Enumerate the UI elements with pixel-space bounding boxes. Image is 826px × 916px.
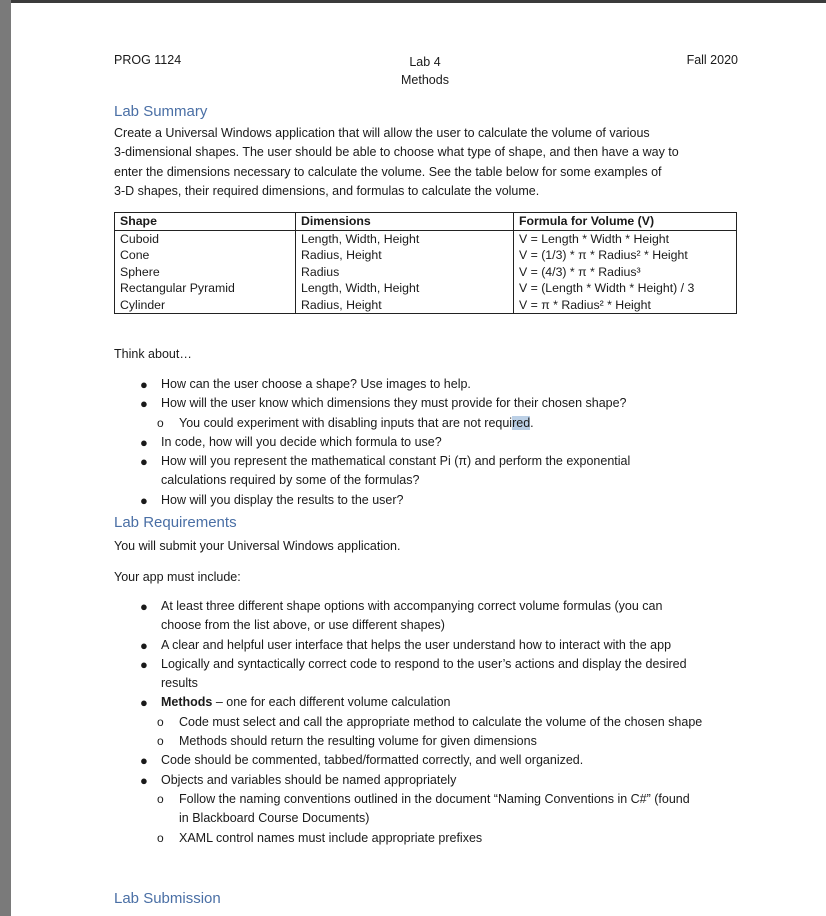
think-about-list	[140, 375, 750, 510]
sub-bullet-icon: o	[157, 830, 164, 845]
shapes-table	[114, 212, 737, 314]
list-item: ● How will you display the results to the user?	[140, 491, 750, 510]
sub-bullet-icon: o	[157, 714, 164, 729]
cell-dimensions: Length, Width, Height	[296, 280, 514, 297]
cell-formula: V = (1/3) * π * Radius² * Height	[514, 247, 737, 264]
bullet-icon: ●	[140, 454, 148, 470]
course-code: PROG 1124	[114, 53, 182, 67]
table-row	[115, 264, 737, 281]
list-item: o Follow the naming conventions outlined in the document “Naming Conventions in C#” (found in Blackboard Course Documents)	[157, 791, 690, 826]
list-item: ● How will the user know which dimensions they must provide for their chosen shape?	[140, 394, 750, 413]
cell-formula: V = (4/3) * π * Radius³	[514, 264, 737, 281]
think-about-label: Think about…	[114, 347, 192, 361]
list-item: ● Objects and variables should be named appropriately	[140, 771, 750, 790]
list-item: ● Code should be commented, tabbed/formatted correctly, and well organized.	[140, 751, 750, 770]
col-header-formula: Formula for Volume (V)	[514, 213, 737, 231]
sub-bullet-icon: o	[157, 791, 164, 806]
list-item: ● How will you represent the mathematical constant Pi (π) and perform the exponential calculations required by some of the formulas?	[140, 454, 631, 488]
text-selection: red	[512, 415, 531, 430]
cell-shape: Cuboid	[115, 230, 296, 247]
cell-dimensions: Radius, Height	[296, 247, 514, 264]
bullet-icon: ●	[140, 695, 148, 711]
table-header-row	[115, 213, 737, 231]
must-include-text: Your app must include:	[114, 570, 241, 584]
list-item: ● Logically and syntactically correct code to respond to the user’s actions and display the desired results	[140, 656, 687, 691]
lab-submission-heading: Lab Submission	[114, 890, 221, 907]
bullet-icon: ●	[140, 492, 148, 508]
table-row	[115, 297, 737, 314]
table-row	[115, 280, 737, 297]
col-header-shape: Shape	[115, 213, 296, 231]
cell-formula: V = π * Radius² * Height	[514, 297, 737, 314]
viewer-top-bar	[0, 0, 826, 3]
list-item: o XAML control names must include appropriate prefixes	[140, 829, 750, 848]
lab-requirements-heading: Lab Requirements	[114, 514, 237, 531]
cell-shape: Cone	[115, 247, 296, 264]
cell-formula: V = Length * Width * Height	[514, 230, 737, 247]
cell-formula: V = (Length * Width * Height) / 3	[514, 280, 737, 297]
bullet-icon: ●	[140, 377, 148, 392]
bullet-icon: ●	[140, 396, 148, 412]
list-item: ● A clear and helpful user interface that helps the user understand how to interact with the app	[140, 636, 750, 655]
bullet-icon: ●	[140, 434, 148, 450]
lab-number: Lab 4	[409, 55, 441, 69]
bullet-icon: ●	[140, 637, 148, 653]
cell-dimensions: Radius	[296, 264, 514, 281]
summary-line: 3-dimensional shapes. The user should be able to choose what type of shape, and then have a way to	[114, 145, 679, 160]
cell-shape: Cylinder	[115, 297, 296, 314]
lab-topic: Methods	[401, 73, 449, 87]
term: Fall 2020	[686, 53, 738, 67]
table-row	[115, 230, 737, 247]
summary-line: 3-D shapes, their required dimensions, and formulas to calculate the volume.	[114, 183, 540, 198]
list-item: ● At least three different shape options with accompanying correct volume formulas (you can choose from the list above, or use different shapes)	[140, 599, 663, 633]
sub-bullet-icon: o	[157, 734, 164, 749]
list-item: o You could experiment with disabling inputs that are not required.	[140, 414, 750, 433]
list-item: ● How can the user choose a shape? Use images to help.	[140, 375, 750, 394]
bullet-icon: ●	[140, 753, 148, 769]
col-header-dimensions: Dimensions	[296, 213, 514, 231]
cell-dimensions: Length, Width, Height	[296, 230, 514, 247]
summary-line: enter the dimensions necessary to calculate the volume. See the table below for some examples of	[114, 164, 662, 179]
lab-summary-text	[114, 124, 754, 201]
lab-summary-heading: Lab Summary	[114, 103, 208, 120]
bullet-icon: ●	[140, 656, 148, 672]
submit-text: You will submit your Universal Windows application.	[114, 539, 401, 553]
sub-bullet-icon: o	[157, 415, 164, 430]
bullet-icon: ●	[140, 772, 148, 788]
list-item: o Methods should return the resulting volume for given dimensions	[140, 732, 750, 751]
cell-shape: Rectangular Pyramid	[115, 280, 296, 297]
list-item: o Code must select and call the appropriate method to calculate the volume of the chosen shape	[140, 713, 750, 732]
viewer-scroll-gutter	[0, 0, 11, 916]
bullet-icon: ●	[140, 599, 148, 614]
summary-line: Create a Universal Windows application that will allow the user to calculate the volume of various	[114, 126, 650, 140]
list-item: ● In code, how will you decide which formula to use?	[140, 433, 750, 452]
requirements-list	[140, 597, 750, 848]
table-row	[115, 247, 737, 264]
cell-dimensions: Radius, Height	[296, 297, 514, 314]
list-item: ● Methods – one for each different volume calculation	[140, 693, 750, 712]
cell-shape: Sphere	[115, 264, 296, 281]
